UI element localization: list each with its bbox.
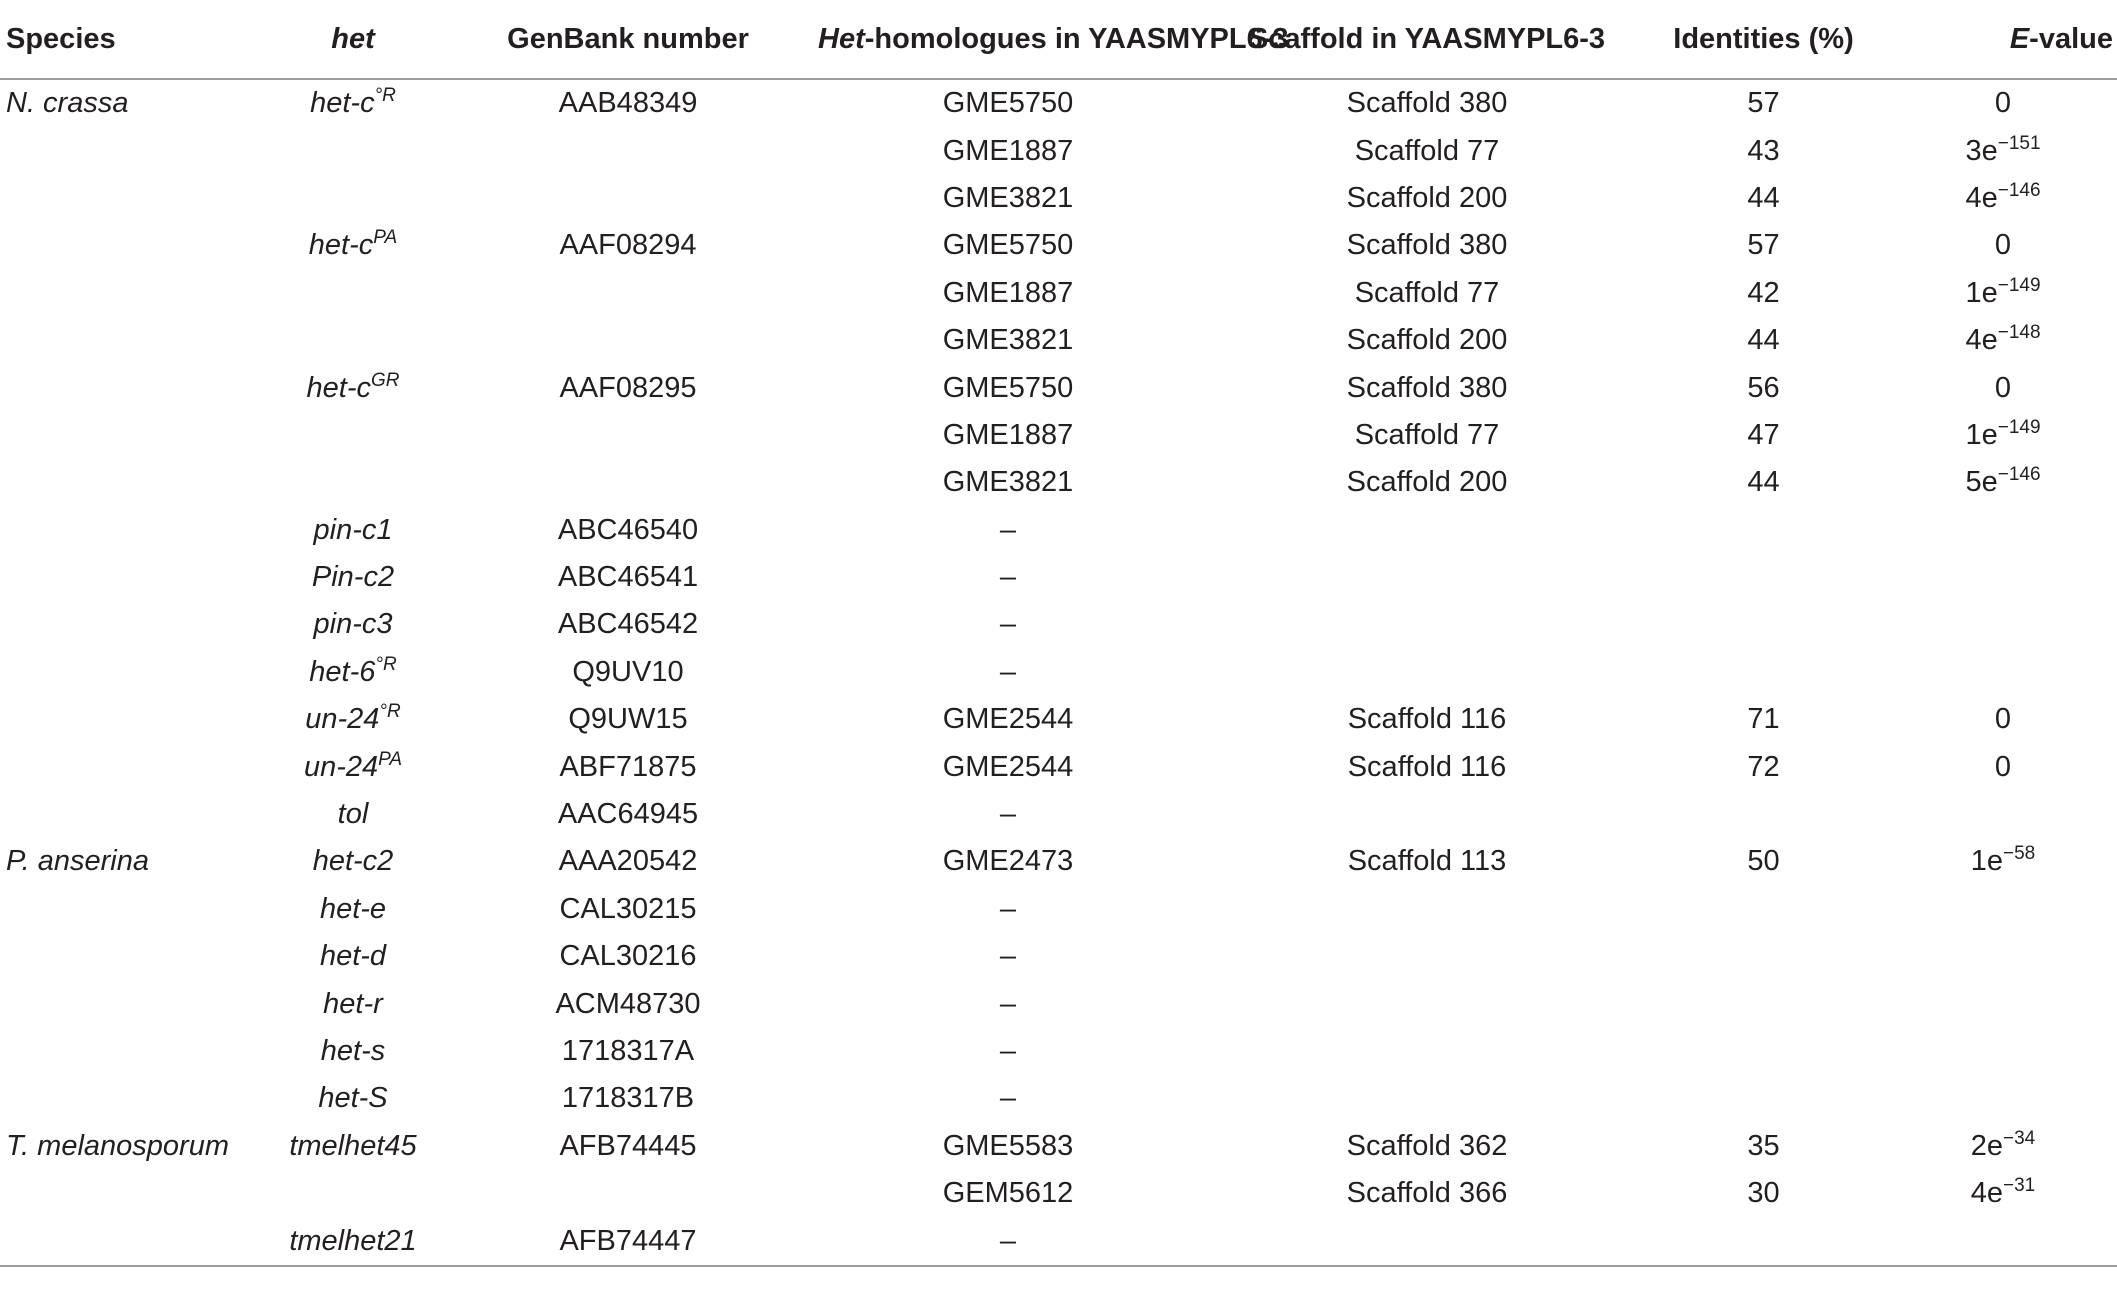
homolog-cell: GME1887 bbox=[942, 134, 1074, 167]
evalue-exponent: −31 bbox=[2003, 1175, 2036, 1197]
evalue-cell bbox=[1871, 1123, 2117, 1170]
table-header bbox=[0, 0, 2117, 79]
het-name: het-S bbox=[318, 1082, 388, 1115]
evalue-cell bbox=[1871, 601, 2117, 648]
table-body bbox=[0, 79, 2117, 1266]
het-cell bbox=[268, 791, 438, 838]
het-name: pin-c1 bbox=[313, 513, 393, 546]
table-row bbox=[0, 222, 2117, 269]
scaffold-cell: Scaffold 380 bbox=[1346, 87, 1508, 120]
identity-cell bbox=[1656, 886, 1871, 933]
table-row bbox=[0, 554, 2117, 601]
het-name: tol bbox=[337, 798, 369, 831]
genbank-cell bbox=[438, 175, 818, 222]
homolog-cell: GME1887 bbox=[942, 418, 1074, 451]
identity-cell: 57 bbox=[1747, 229, 1780, 262]
evalue-cell bbox=[1871, 79, 2117, 127]
genbank-cell: AAF08294 bbox=[559, 229, 697, 262]
table-row bbox=[0, 1123, 2117, 1170]
scaffold-cell bbox=[1198, 791, 1656, 838]
scaffold-cell bbox=[1198, 886, 1656, 933]
identity-cell bbox=[1656, 933, 1871, 980]
table-row bbox=[0, 1028, 2117, 1075]
homolog-cell: GME5750 bbox=[942, 229, 1074, 262]
evalue-base: 4e bbox=[1970, 1177, 2004, 1210]
genbank-cell: Q9UW15 bbox=[568, 703, 688, 736]
scaffold-cell bbox=[1198, 649, 1656, 696]
evalue-base: 0 bbox=[1994, 229, 2012, 262]
het-name: het-c bbox=[310, 87, 375, 120]
het-name: het-r bbox=[323, 987, 383, 1020]
scaffold-cell: Scaffold 380 bbox=[1346, 371, 1508, 404]
table-row bbox=[0, 1217, 2117, 1265]
evalue-cell bbox=[1871, 222, 2117, 269]
genbank-cell: ABF71875 bbox=[559, 750, 697, 783]
homolog-cell: – bbox=[999, 940, 1017, 973]
scaffold-cell bbox=[1198, 933, 1656, 980]
het-cell bbox=[268, 412, 438, 459]
identity-cell: 35 bbox=[1747, 1129, 1780, 1162]
evalue-base: 4e bbox=[1965, 324, 1998, 357]
header-row bbox=[0, 0, 2117, 79]
homolog-cell: – bbox=[818, 1217, 1198, 1265]
identity-cell: 43 bbox=[1747, 134, 1780, 167]
scaffold-cell: Scaffold 116 bbox=[1347, 703, 1507, 736]
het-name: un-24 bbox=[303, 750, 379, 783]
genbank-cell: CAL30216 bbox=[559, 940, 697, 973]
evalue-base: 0 bbox=[1994, 750, 2012, 783]
het-superscript: °R bbox=[375, 653, 397, 675]
homolog-cell: GME5583 bbox=[942, 1129, 1074, 1162]
species-cell bbox=[0, 1217, 268, 1265]
evalue-exponent: −146 bbox=[1997, 464, 2041, 486]
table-row bbox=[0, 317, 2117, 364]
evalue-cell bbox=[1871, 1170, 2117, 1217]
het-cell bbox=[268, 696, 438, 743]
evalue-base: 0 bbox=[1994, 703, 2012, 736]
species-cell bbox=[0, 696, 268, 743]
evalue-cell bbox=[1871, 933, 2117, 980]
homolog-cell: GME3821 bbox=[942, 466, 1074, 499]
scaffold-cell: Scaffold 116 bbox=[1347, 750, 1507, 783]
evalue-cell bbox=[1871, 838, 2117, 885]
species-cell bbox=[0, 412, 268, 459]
evalue-cell bbox=[1871, 1028, 2117, 1075]
scaffold-cell bbox=[1198, 1075, 1656, 1122]
het-cell bbox=[268, 601, 438, 648]
het-name: tmelhet45 bbox=[289, 1129, 417, 1162]
identity-cell: 71 bbox=[1747, 703, 1780, 736]
table-row bbox=[0, 696, 2117, 743]
het-cell bbox=[268, 886, 438, 933]
identity-cell bbox=[1656, 1075, 1871, 1122]
table-row bbox=[0, 649, 2117, 696]
het-name: het-s bbox=[320, 1035, 386, 1067]
identity-cell bbox=[1656, 980, 1871, 1027]
evalue-cell bbox=[1871, 743, 2117, 790]
evalue-cell bbox=[1871, 791, 2117, 838]
homolog-cell: – bbox=[999, 798, 1017, 831]
genbank-cell: 1718317B bbox=[561, 1082, 695, 1115]
header-evalue bbox=[1871, 0, 2117, 79]
scaffold-cell bbox=[1198, 554, 1656, 601]
homolog-cell: – bbox=[999, 513, 1017, 546]
het-cell bbox=[268, 459, 438, 506]
het-name: het-e bbox=[319, 892, 387, 925]
header-evalue-rest: -value bbox=[2029, 22, 2113, 55]
table-row bbox=[0, 980, 2117, 1027]
species-cell bbox=[0, 459, 268, 506]
homolog-cell: – bbox=[999, 655, 1017, 688]
evalue-cell bbox=[1871, 649, 2117, 696]
scaffold-cell bbox=[1198, 507, 1656, 554]
header-identities: Identities (%) bbox=[1656, 0, 1871, 79]
evalue-cell bbox=[1871, 1217, 2117, 1265]
het-cell bbox=[268, 79, 438, 127]
genbank-cell: AAB48349 bbox=[558, 87, 698, 120]
evalue-exponent: −151 bbox=[1997, 132, 2041, 154]
homolog-cell: – bbox=[999, 1035, 1017, 1067]
het-cell bbox=[268, 1028, 438, 1075]
evalue-base: 3e bbox=[1965, 134, 1998, 167]
table-row bbox=[0, 743, 2117, 790]
header-genbank: GenBank number bbox=[438, 0, 818, 79]
evalue-exponent: −149 bbox=[1997, 274, 2041, 296]
het-cell bbox=[268, 270, 438, 317]
species-cell bbox=[0, 364, 268, 411]
genbank-cell bbox=[438, 270, 818, 317]
scaffold-cell bbox=[1198, 601, 1656, 648]
identity-cell: 50 bbox=[1747, 845, 1780, 878]
table-row bbox=[0, 175, 2117, 222]
evalue-cell bbox=[1871, 1075, 2117, 1122]
species-cell bbox=[0, 601, 268, 648]
homolog-cell: – bbox=[999, 987, 1017, 1020]
het-name: het-c bbox=[306, 371, 371, 404]
het-cell bbox=[268, 364, 438, 411]
het-name: un-24 bbox=[305, 703, 380, 736]
identity-cell: 72 bbox=[1747, 750, 1780, 783]
identity-cell: 47 bbox=[1747, 418, 1780, 451]
evalue-base: 0 bbox=[1994, 371, 2012, 404]
identity-cell bbox=[1656, 649, 1871, 696]
evalue-cell bbox=[1871, 980, 2117, 1027]
het-cell bbox=[268, 127, 438, 174]
genbank-cell: AFB74447 bbox=[438, 1217, 818, 1265]
species-cell bbox=[0, 175, 268, 222]
table-row bbox=[0, 933, 2117, 980]
het-name: het-d bbox=[319, 940, 387, 973]
table-row bbox=[0, 1075, 2117, 1122]
het-superscript: °R bbox=[379, 701, 401, 723]
homolog-cell: GME2544 bbox=[942, 750, 1074, 783]
header-het bbox=[268, 0, 438, 79]
evalue-base: 0 bbox=[1994, 87, 2012, 120]
het-cell bbox=[268, 1217, 438, 1265]
scaffold-cell bbox=[1198, 980, 1656, 1027]
genbank-cell: AAA20542 bbox=[558, 845, 698, 878]
genbank-cell bbox=[438, 317, 818, 364]
species-cell bbox=[0, 222, 268, 269]
identity-cell: 57 bbox=[1747, 87, 1780, 120]
het-superscript: PA bbox=[378, 748, 403, 770]
het-cell bbox=[268, 980, 438, 1027]
het-name: het-6 bbox=[309, 655, 376, 688]
evalue-base: 4e bbox=[1965, 181, 1998, 214]
species-cell: T. melanosporum bbox=[6, 1129, 229, 1162]
scaffold-cell: Scaffold 366 bbox=[1346, 1177, 1508, 1210]
homolog-cell: GME3821 bbox=[942, 181, 1074, 214]
table-row bbox=[0, 364, 2117, 411]
homolog-cell: – bbox=[999, 608, 1017, 641]
scaffold-cell: Scaffold 113 bbox=[1347, 845, 1507, 878]
evalue-cell bbox=[1871, 175, 2117, 222]
species-cell bbox=[0, 507, 268, 554]
het-name: het-c bbox=[308, 229, 374, 262]
het-superscript: GR bbox=[370, 369, 400, 391]
genbank-cell: ABC46541 bbox=[557, 561, 699, 594]
scaffold-cell: Scaffold 200 bbox=[1346, 181, 1508, 214]
table-row bbox=[0, 412, 2117, 459]
species-cell bbox=[0, 743, 268, 790]
evalue-exponent: −148 bbox=[1997, 322, 2041, 344]
homolog-cell: – bbox=[999, 561, 1017, 594]
table-row bbox=[0, 79, 2117, 127]
header-homologues bbox=[818, 0, 1289, 79]
identity-cell: 44 bbox=[1747, 324, 1780, 357]
het-superscript: PA bbox=[373, 227, 398, 249]
table-row bbox=[0, 270, 2117, 317]
evalue-cell bbox=[1871, 886, 2117, 933]
het-cell bbox=[268, 1123, 438, 1170]
evalue-base: 1e bbox=[1965, 276, 1998, 309]
homolog-cell: – bbox=[999, 1082, 1017, 1115]
species-cell bbox=[0, 886, 268, 933]
genbank-cell: ABC46540 bbox=[557, 513, 699, 546]
genbank-cell: Q9UV10 bbox=[572, 655, 684, 688]
identity-cell bbox=[1656, 1028, 1871, 1075]
evalue-base: 1e bbox=[1970, 845, 2004, 878]
identity-cell: 44 bbox=[1747, 466, 1780, 499]
evalue-base: 1e bbox=[1965, 418, 1998, 451]
species-cell bbox=[0, 1170, 268, 1217]
het-cell bbox=[268, 554, 438, 601]
scaffold-cell: Scaffold 200 bbox=[1346, 466, 1508, 499]
scaffold-cell bbox=[1198, 1028, 1656, 1075]
homolog-cell: GME5750 bbox=[942, 371, 1074, 404]
identity-cell: 56 bbox=[1747, 371, 1780, 404]
scaffold-cell: Scaffold 380 bbox=[1346, 229, 1508, 262]
genbank-cell: 1718317A bbox=[561, 1035, 695, 1067]
scaffold-cell bbox=[1198, 1217, 1656, 1265]
het-name: tmelhet21 bbox=[289, 1224, 417, 1257]
evalue-cell bbox=[1871, 127, 2117, 174]
table-row bbox=[0, 838, 2117, 885]
het-cell bbox=[268, 933, 438, 980]
genbank-cell: ACM48730 bbox=[555, 987, 701, 1020]
genbank-cell bbox=[438, 459, 818, 506]
het-cell bbox=[268, 649, 438, 696]
homolog-cell: GME5750 bbox=[942, 87, 1074, 120]
evalue-cell bbox=[1871, 412, 2117, 459]
species-cell: P. anserina bbox=[6, 845, 149, 878]
header-scaffold: Scaffold in YAASMYPL6-3 bbox=[1198, 0, 1656, 79]
homolog-cell: GME2544 bbox=[942, 703, 1074, 736]
genbank-cell bbox=[438, 127, 818, 174]
identity-cell: 42 bbox=[1747, 276, 1780, 309]
het-cell bbox=[268, 838, 438, 885]
homolog-cell: GEM5612 bbox=[942, 1177, 1074, 1210]
scaffold-cell: Scaffold 200 bbox=[1346, 324, 1508, 357]
het-cell bbox=[268, 743, 438, 790]
evalue-exponent: −149 bbox=[1997, 416, 2041, 438]
evalue-cell bbox=[1871, 554, 2117, 601]
evalue-exponent: −58 bbox=[2003, 843, 2036, 865]
header-homologues-rest: -homologues in YAASMYPL6-3 bbox=[864, 22, 1289, 55]
identity-cell: 44 bbox=[1747, 181, 1780, 214]
table-row bbox=[0, 1170, 2117, 1217]
species-cell: N. crassa bbox=[6, 87, 129, 120]
species-cell bbox=[0, 127, 268, 174]
genbank-cell: ABC46542 bbox=[557, 608, 699, 641]
evalue-cell bbox=[1871, 459, 2117, 506]
species-cell bbox=[0, 317, 268, 364]
het-name: Pin-c2 bbox=[311, 561, 395, 594]
evalue-cell bbox=[1871, 507, 2117, 554]
het-cell bbox=[268, 317, 438, 364]
scaffold-cell: Scaffold 77 bbox=[1354, 134, 1500, 167]
evalue-cell bbox=[1871, 317, 2117, 364]
het-cell bbox=[268, 507, 438, 554]
table-row bbox=[0, 507, 2117, 554]
homolog-cell: GME1887 bbox=[942, 276, 1074, 309]
identity-cell bbox=[1656, 554, 1871, 601]
genbank-cell bbox=[438, 1170, 818, 1217]
homolog-cell: GME3821 bbox=[942, 324, 1074, 357]
evalue-base: 2e bbox=[1970, 1129, 2004, 1162]
species-cell bbox=[0, 933, 268, 980]
identity-cell bbox=[1656, 507, 1871, 554]
table-row bbox=[0, 127, 2117, 174]
het-superscript: °R bbox=[374, 85, 396, 107]
genbank-cell: AAC64945 bbox=[557, 798, 699, 831]
identity-cell bbox=[1656, 791, 1871, 838]
species-cell bbox=[0, 649, 268, 696]
identity-cell bbox=[1656, 1217, 1871, 1265]
identity-cell: 30 bbox=[1747, 1177, 1780, 1210]
scaffold-cell: Scaffold 362 bbox=[1346, 1129, 1508, 1162]
species-cell bbox=[0, 791, 268, 838]
header-homologues-ital: Het bbox=[818, 22, 865, 55]
het-cell bbox=[268, 1075, 438, 1122]
species-cell bbox=[0, 554, 268, 601]
evalue-base: 5e bbox=[1965, 466, 1998, 499]
het-cell bbox=[268, 175, 438, 222]
identity-cell bbox=[1656, 601, 1871, 648]
homolog-cell: GME2473 bbox=[942, 845, 1074, 878]
header-het-text: het bbox=[331, 22, 375, 55]
het-name: pin-c3 bbox=[313, 608, 393, 641]
genbank-cell: AFB74445 bbox=[559, 1129, 697, 1162]
species-cell bbox=[0, 270, 268, 317]
het-cell bbox=[268, 222, 438, 269]
species-cell bbox=[0, 1028, 268, 1075]
table-row bbox=[0, 459, 2117, 506]
species-cell bbox=[0, 980, 268, 1027]
table-row bbox=[0, 601, 2117, 648]
evalue-cell bbox=[1871, 364, 2117, 411]
genbank-cell: CAL30215 bbox=[559, 892, 697, 925]
evalue-exponent: −146 bbox=[1997, 179, 2041, 201]
homolog-cell: – bbox=[999, 892, 1017, 925]
genbank-cell bbox=[438, 412, 818, 459]
scaffold-cell: Scaffold 77 bbox=[1354, 418, 1500, 451]
genbank-cell: AAF08295 bbox=[559, 371, 697, 404]
evalue-cell bbox=[1871, 270, 2117, 317]
species-cell bbox=[0, 1075, 268, 1122]
het-cell bbox=[268, 1170, 438, 1217]
header-species: Species bbox=[0, 0, 268, 79]
table-row bbox=[0, 791, 2117, 838]
evalue-cell bbox=[1871, 696, 2117, 743]
header-evalue-ital: E bbox=[2009, 22, 2030, 55]
scaffold-cell: Scaffold 77 bbox=[1354, 276, 1500, 309]
evalue-exponent: −34 bbox=[2003, 1127, 2036, 1149]
het-name: het-c2 bbox=[312, 845, 394, 878]
table-row bbox=[0, 886, 2117, 933]
